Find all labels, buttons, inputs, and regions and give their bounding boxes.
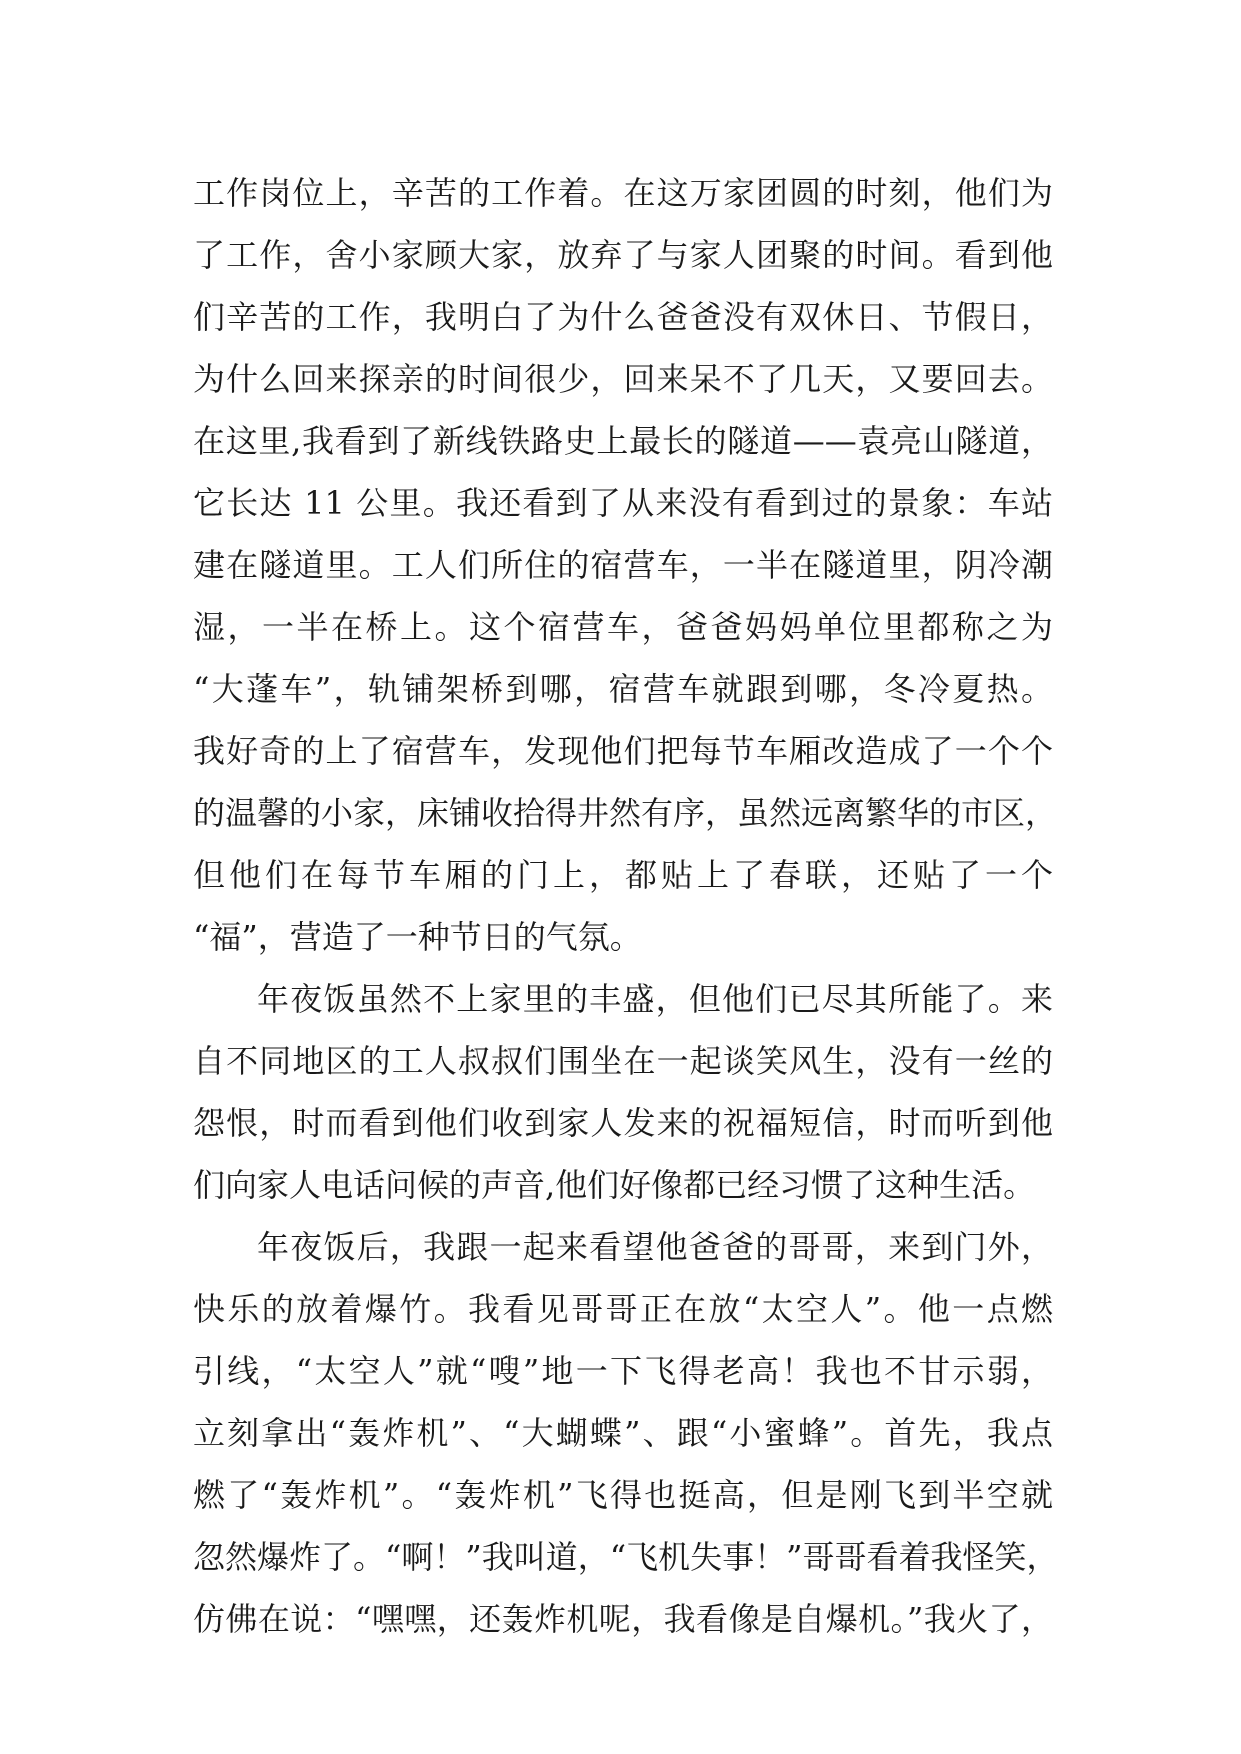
- text-line: 自不同地区的工人叔叔们围坐在一起谈笑风生，没有一丝的: [193, 1042, 1053, 1080]
- text-line: 它长达 11 公里。我还看到了从来没有看到过的景象：车站: [193, 484, 1053, 522]
- text-line: 燃了“轰炸机”。“轰炸机”飞得也挺高，但是刚飞到半空就: [193, 1476, 1053, 1514]
- text-line: 但他们在每节车厢的门上，都贴上了春联，还贴了一个: [193, 856, 1053, 894]
- text-line: 引线，“太空人”就“嗖”地一下飞得老高！我也不甘示弱，: [193, 1352, 1053, 1390]
- body-text: [193, 162, 1059, 1650]
- text-line: 为什么回来探亲的时间很少，回来呆不了几天，又要回去。: [193, 360, 1053, 398]
- text-line: 的温馨的小家，床铺收拾得井然有序，虽然远离繁华的市区，: [193, 794, 1058, 832]
- text-line: 了工作，舍小家顾大家，放弃了与家人团聚的时间。看到他: [193, 236, 1053, 274]
- text-line: 年夜饭虽然不上家里的丰盛，但他们已尽其所能了。来: [257, 980, 1053, 1018]
- text-line: 年夜饭后，我跟一起来看望他爸爸的哥哥，来到门外，: [257, 1228, 1053, 1266]
- text-line: 我好奇的上了宿营车，发现他们把每节车厢改造成了一个个: [193, 732, 1053, 770]
- text-line: 工作岗位上，辛苦的工作着。在这万家团圆的时刻，他们为: [193, 174, 1053, 212]
- text-line: 快乐的放着爆竹。我看见哥哥正在放“太空人”。他一点燃: [193, 1290, 1053, 1328]
- text-line: “大蓬车”，轨铺架桥到哪，宿营车就跟到哪，冬冷夏热。: [193, 670, 1053, 708]
- text-line: 在这里,我看到了新线铁路史上最长的隧道——袁亮山隧道，: [193, 422, 1053, 460]
- text-line: 仿佛在说：“嘿嘿，还轰炸机呢，我看像是自爆机。”我火了，: [193, 1600, 1053, 1638]
- text-line: 怨恨，时而看到他们收到家人发来的祝福短信，时而听到他: [193, 1104, 1053, 1142]
- text-line: 忽然爆炸了。“啊！”我叫道，“飞机失事！”哥哥看着我怪笑，: [193, 1538, 1059, 1576]
- text-line: 们辛苦的工作，我明白了为什么爸爸没有双休日、节假日，: [193, 298, 1053, 336]
- text-line: 们向家人电话问候的声音,他们好像都已经习惯了这种生活。: [193, 1166, 1036, 1204]
- text-line: “福”，营造了一种节日的气氛。: [193, 918, 642, 956]
- text-line: 立刻拿出“轰炸机”、“大蝴蝶”、跟“小蜜蜂”。首先，我点: [193, 1414, 1053, 1452]
- text-line: 湿，一半在桥上。这个宿营车，爸爸妈妈单位里都称之为: [193, 608, 1053, 646]
- text-line: 建在隧道里。工人们所住的宿营车，一半在隧道里，阴冷潮: [193, 546, 1053, 584]
